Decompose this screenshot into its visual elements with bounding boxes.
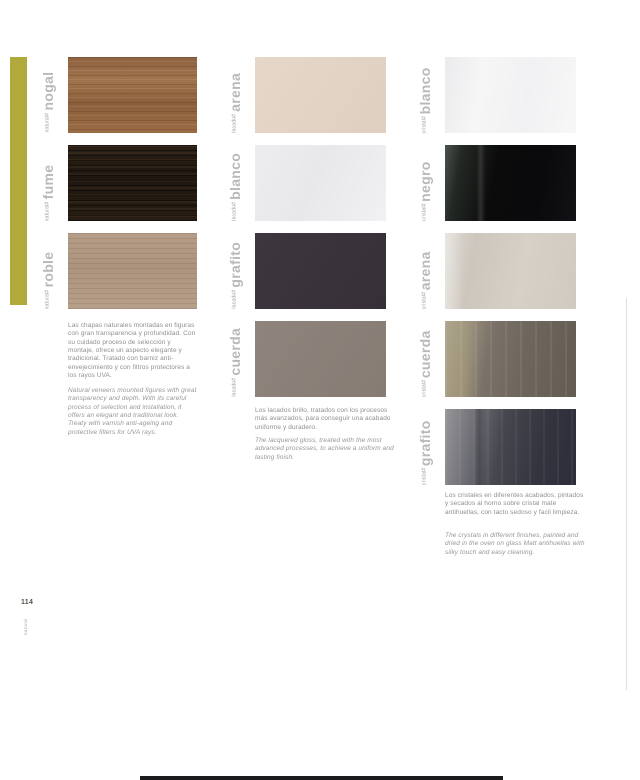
swatch-label-roble: [40, 233, 68, 309]
swatch-prefix: lacado#: [231, 290, 238, 309]
lacado-description-en: The lacquered gloss, treated with the most advanced processes, to achieve a uniform and lasting finish.: [255, 437, 394, 461]
swatch-name: nogal: [40, 72, 56, 112]
column-cristal: [417, 57, 576, 497]
swatch-prefix: lacado#: [231, 378, 238, 397]
lacado-description-es: Los lacados brillo, tratados con los procesos más avanzados, para conseguir una acabado uniforme y duradero.: [255, 407, 391, 431]
swatch-label-lacado-arena: [227, 57, 255, 133]
cristal-description-en: The crystals in different finishes, painted and dried in the oven on glass Matt antihuellas with silky touch and easy cleaning.: [445, 532, 585, 556]
swatch-name: grafito: [227, 242, 243, 289]
swatch-name: cuerda: [417, 329, 433, 378]
swatch-label-cristal-negro: [417, 145, 445, 221]
swatch-name: roble: [40, 251, 56, 288]
page-number: 114: [21, 599, 34, 606]
swatch-name: arena: [227, 73, 243, 113]
swatch-lacado-blanco: [255, 145, 386, 221]
swatch-name: blanco: [417, 66, 433, 114]
swatch-label-cristal-grafito: [417, 409, 445, 485]
swatch-label-cristal-cuerda: [417, 321, 445, 397]
swatch-nogal: [68, 57, 197, 133]
swatch-lacado-cuerda: [255, 321, 386, 397]
natural-description-es: Las chapas naturales montadas en figuras con gran transparencia y profundidad. Con su cuidado proceso de selección y montaje, ofrece un aspecto elegante y tradicional. Tratado con barniz anti-envejecimiento y con filtros protectores a los rayos UVA.: [68, 322, 196, 379]
swatch-lacado-arena: [255, 57, 386, 133]
swatch-label-lacado-blanco: [227, 145, 255, 221]
swatch-label-lacado-grafito: [227, 233, 255, 309]
swatch-prefix: lacado#: [231, 202, 238, 221]
column-natural: [40, 57, 197, 321]
swatch-row: [417, 233, 576, 309]
swatch-prefix: cristal#: [421, 115, 428, 133]
swatch-cristal-blanco: [445, 57, 576, 133]
accent-bar: [10, 57, 27, 305]
swatch-name: fume: [40, 164, 56, 200]
swatch-prefix: natural#: [44, 113, 51, 133]
swatch-lacado-grafito: [255, 233, 386, 309]
swatch-row: [417, 321, 576, 397]
swatch-roble: [68, 233, 197, 309]
swatch-label-cristal-blanco: [417, 57, 445, 133]
bottom-page-edge: [140, 776, 503, 780]
swatch-prefix: natural#: [44, 289, 51, 309]
swatch-label-fume: [40, 145, 68, 221]
swatch-row: [227, 233, 386, 309]
swatch-name: blanco: [227, 153, 243, 201]
swatch-prefix: cristal#: [421, 467, 428, 485]
swatch-row: [40, 145, 197, 221]
swatch-name: arena: [417, 250, 433, 290]
swatch-row: [417, 57, 576, 133]
swatch-prefix: cristal#: [421, 379, 428, 397]
swatch-cristal-arena: [445, 233, 576, 309]
swatch-row: [227, 57, 386, 133]
swatch-row: [417, 145, 576, 221]
swatch-prefix: natural#: [44, 201, 51, 221]
swatch-row: [40, 57, 197, 133]
swatch-prefix: lacado#: [231, 114, 238, 133]
page-edge-line: [626, 298, 627, 690]
swatch-label-lacado-cuerda: [227, 321, 255, 397]
swatch-prefix: cristal#: [421, 291, 428, 309]
swatch-row: [417, 409, 576, 485]
cristal-description-es: Los cristales en diferentes acabados, pintados y secados al horno sobre cristal mate antihuellas, con tacto sedoso y facil limpieza.: [445, 492, 584, 516]
swatch-prefix: cristal#: [421, 203, 428, 221]
swatch-label-nogal: [40, 57, 68, 133]
swatch-name: grafito: [417, 419, 433, 466]
swatch-row: [227, 145, 386, 221]
swatch-fume: [68, 145, 197, 221]
swatch-label-cristal-arena: [417, 233, 445, 309]
swatch-row: [227, 321, 386, 397]
swatch-cristal-cuerda: [445, 321, 576, 397]
natural-description-en: Natural veneers mounted figures with great transparency and depth. With its careful process of selection and installation, it offers an elegant and traditional look. Treaty with varnish anti-ageing and protective filters for UVA rays.: [68, 387, 197, 436]
swatch-cristal-grafito: [445, 409, 576, 485]
swatch-name: negro: [417, 161, 433, 202]
swatch-cristal-negro: [445, 145, 576, 221]
swatch-name: cuerda: [227, 328, 243, 377]
side-vertical-label: natural: [23, 618, 28, 635]
column-lacado: [227, 57, 386, 409]
swatch-row: [40, 233, 197, 309]
